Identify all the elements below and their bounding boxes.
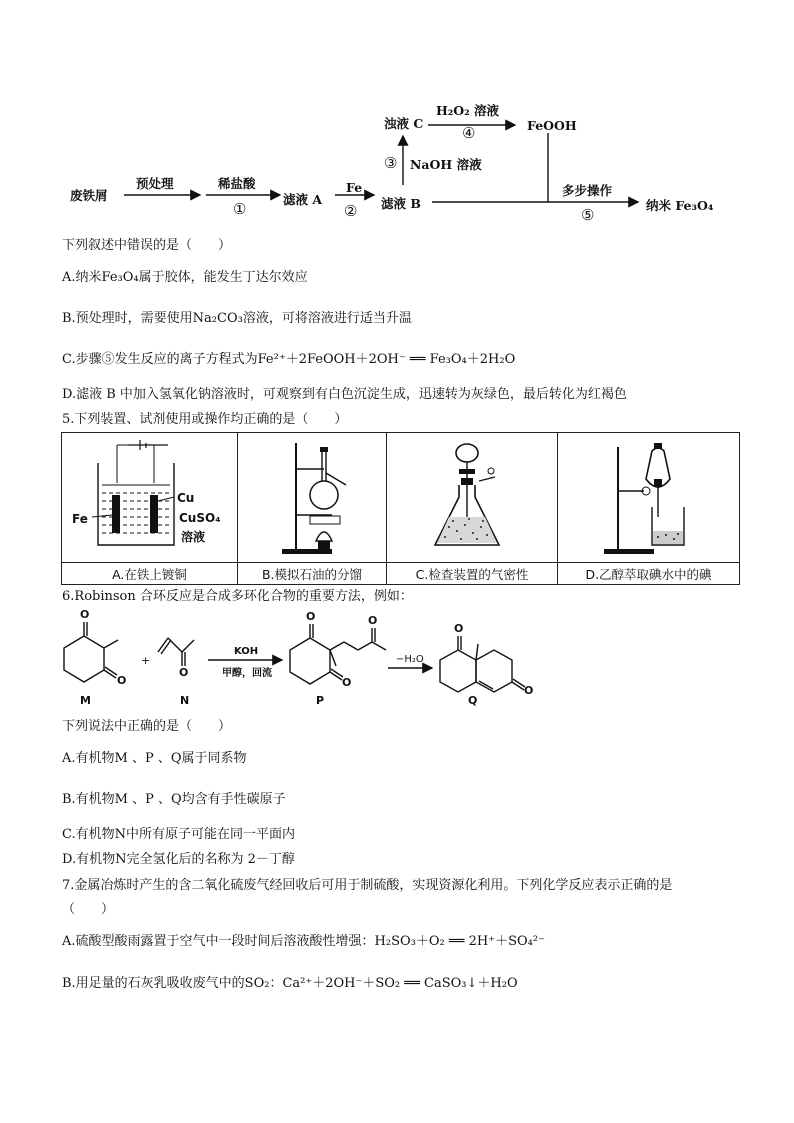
q4-option-a: A.纳米Fe₃O₄属于胶体，能发生丁达尔效应 bbox=[62, 270, 308, 285]
q4-option-d: D.滤液 B 中加入氢氧化钠溶液时，可观察到有白色沉淀生成，迅速转为灰绿色，最后转化为红褐色 bbox=[62, 387, 627, 402]
q6-option-c: C.有机物N中所有原子可能在同一平面内 bbox=[62, 827, 295, 842]
flow-turbid-c: 浊液 C bbox=[384, 116, 424, 131]
apparatus-caption-c: C.检查装置的气密性 bbox=[387, 563, 558, 585]
label-q: Q bbox=[468, 694, 478, 707]
flow-step5: ⑤ bbox=[581, 206, 595, 224]
label-p: P bbox=[316, 694, 325, 707]
q6-option-a: A.有机物M 、P 、Q属于同系物 bbox=[62, 751, 247, 766]
flow-h2o2: H₂O₂ 溶液 bbox=[436, 103, 500, 118]
plus-sign: + bbox=[141, 654, 151, 667]
distillation-figure bbox=[238, 433, 386, 559]
flow-step3: ③ bbox=[384, 154, 398, 172]
apparatus-caption-d: D.乙醇萃取碘水中的碘 bbox=[558, 563, 740, 585]
airtightness-figure bbox=[387, 433, 557, 559]
extraction-figure bbox=[558, 433, 739, 559]
reagent-koh: KOH bbox=[234, 646, 259, 657]
apparatus-table bbox=[61, 432, 740, 585]
flow-feooh: FeOOH bbox=[527, 118, 577, 133]
reagent-cond: 甲醇，回流 bbox=[222, 668, 272, 679]
p-o-top: O bbox=[306, 610, 316, 623]
label-n: N bbox=[180, 694, 190, 707]
q7-option-b: B.用足量的石灰乳吸收废气中的SO₂：Ca²⁺＋2OH⁻＋SO₂ ══ CaSO₃↓＋H₂O bbox=[62, 976, 518, 991]
q6-option-b: B.有机物M 、P 、Q均含有手性碳原子 bbox=[62, 792, 286, 807]
p-o-bottom: O bbox=[342, 676, 352, 689]
m-o-top: O bbox=[80, 608, 90, 621]
flow-step4: ④ bbox=[462, 124, 476, 142]
q7-stem: 7.金属冶炼时产生的含二氧化硫废气经回收后可用于制硫酸，实现资源化利用。下列化学反应表示正确的是 bbox=[62, 878, 673, 893]
q-o-top: O bbox=[454, 622, 464, 635]
q-o-bottom: O bbox=[524, 684, 534, 697]
label-m: M bbox=[80, 694, 91, 707]
p-o-side: O bbox=[368, 614, 378, 627]
q6-ask: 下列说法中正确的是（ ） bbox=[62, 719, 232, 734]
apparatus-caption-a: A.在铁上镀铜 bbox=[62, 563, 238, 585]
q4-option-b: B.预处理时，需要使用Na₂CO₃溶液，可将溶液进行适当升温 bbox=[62, 311, 412, 326]
flow-filtrate-a: 滤液 A bbox=[283, 192, 323, 207]
flow-multi: 多步操作 bbox=[562, 183, 613, 198]
label-cuso4: CuSO₄ bbox=[179, 510, 221, 525]
flow-filtrate-b: 滤液 B bbox=[381, 196, 421, 211]
q6-option-d: D.有机物N完全氢化后的名称为 2－丁醇 bbox=[62, 852, 295, 867]
n-o: O bbox=[179, 666, 189, 679]
flow-pretreat: 预处理 bbox=[136, 176, 174, 191]
flow-start: 废铁屑 bbox=[70, 188, 108, 203]
label-solution: 溶液 bbox=[181, 529, 206, 544]
apparatus-b-cell bbox=[238, 433, 387, 563]
electroplating-figure bbox=[62, 435, 237, 561]
apparatus-d-cell bbox=[558, 433, 740, 563]
robinson-scheme bbox=[0, 608, 794, 708]
apparatus-c-cell bbox=[387, 433, 558, 563]
apparatus-a-cell bbox=[62, 433, 238, 563]
flowchart bbox=[0, 0, 794, 230]
q6-stem: 6.Robinson 合环反应是合成多环化合物的重要方法，例如： bbox=[62, 589, 413, 604]
q4-option-c: C.步骤⑤发生反应的离子方程式为Fe²⁺＋2FeOOH＋2OH⁻ ══ Fe₃O₄＋2H₂O bbox=[62, 352, 516, 367]
m-o-bottom: O bbox=[117, 674, 127, 687]
label-cu: Cu bbox=[177, 490, 195, 505]
label-fe: Fe bbox=[72, 511, 88, 526]
flow-step1: ① bbox=[233, 200, 247, 218]
minus-h2o: −H₂O bbox=[396, 654, 424, 665]
flow-naoh: NaOH 溶液 bbox=[410, 157, 482, 172]
q5-stem: 5.下列装置、试剂使用或操作均正确的是（ ） bbox=[62, 412, 348, 427]
flow-acid: 稀盐酸 bbox=[218, 176, 256, 191]
q4-stem: 下列叙述中错误的是（ ） bbox=[62, 238, 232, 253]
apparatus-caption-b: B.模拟石油的分馏 bbox=[238, 563, 387, 585]
flow-product: 纳米 Fe₃O₄ bbox=[646, 198, 714, 213]
flow-fe: Fe bbox=[346, 180, 363, 195]
q7-option-a: A.硫酸型酸雨露置于空气中一段时间后溶液酸性增强：H₂SO₃＋O₂ ══ 2H⁺＋SO₄²⁻ bbox=[62, 934, 545, 949]
flow-step2: ② bbox=[344, 202, 358, 220]
q7-paren: （ ） bbox=[62, 902, 115, 917]
